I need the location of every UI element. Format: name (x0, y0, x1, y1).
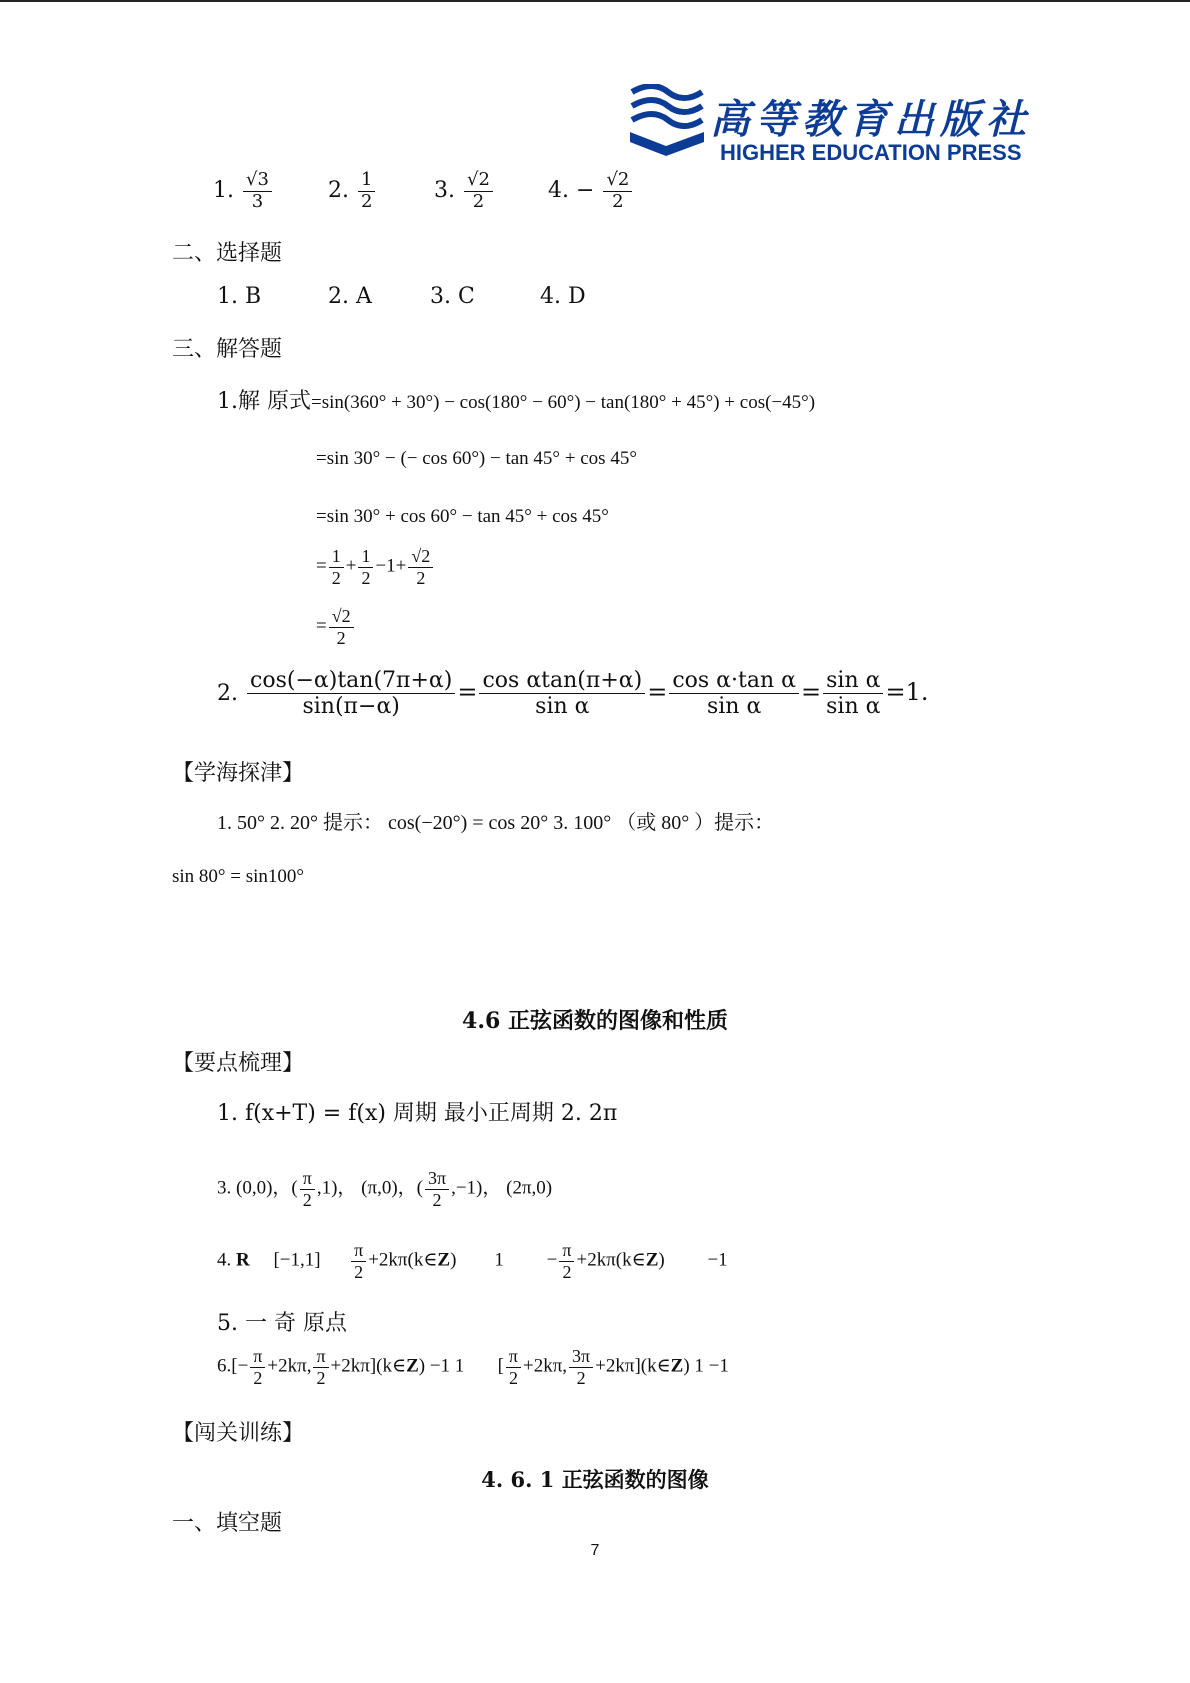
text: ) 1 −1 (683, 1355, 729, 1377)
text: ,−1 (451, 1177, 477, 1199)
numerator: cos(−α)tan(7π+α) (247, 668, 455, 694)
denominator: 2 (336, 627, 346, 648)
equals: = (457, 677, 478, 706)
publisher-logo-icon (628, 84, 706, 156)
equals: = (647, 677, 668, 706)
section-4-6-title: 4.6 正弦函数的图像和性质 (462, 1008, 728, 1034)
numerator: √2 (329, 606, 354, 628)
set-Z: Z (670, 1355, 684, 1377)
top-border (0, 0, 1190, 2)
text: 4. (217, 1249, 232, 1271)
text: ) (450, 1249, 457, 1271)
text: ,1 (316, 1177, 332, 1199)
numerator: 1 (358, 170, 375, 192)
keypoint-line-6 (217, 1346, 729, 1388)
fraction (425, 1168, 449, 1210)
keypoint-line-1: 1. f(x+T) = f(x) 周期 最小正周期 2. 2π (217, 1101, 618, 1126)
set-R: R (236, 1249, 250, 1271)
fraction (358, 170, 375, 212)
choice-answer-1: 1. B (217, 284, 262, 309)
q2-prefix: 2. (217, 680, 238, 706)
fraction (329, 606, 354, 648)
denominator: 2 (316, 1367, 326, 1388)
publisher-name-cn: 高等教育出版社 (710, 96, 1032, 143)
fraction (823, 668, 883, 720)
answer-number: 3. (434, 178, 455, 204)
text: +2kπ, (522, 1355, 568, 1377)
text: 3. (0,0)， (217, 1177, 292, 1199)
xuehai-line-1: 1. 50° 2. 20° 提示： cos(−20°) = cos 20° 3. 100° （或 80° ）提示： (217, 812, 775, 834)
set-Z: Z (406, 1355, 419, 1377)
publisher-name-en: HIGHER EDUCATION PRESS (720, 140, 1022, 165)
denominator: 2 (576, 1367, 586, 1388)
section-choice-title: 二、选择题 (172, 241, 283, 266)
fraction (669, 668, 799, 720)
chuangguan-title: 【闯关训练】 (172, 1421, 305, 1446)
denominator: 2 (508, 1367, 518, 1388)
fill-answer-2 (328, 170, 377, 212)
fill-answer-4 (548, 170, 634, 212)
denominator: sin α (826, 694, 881, 720)
denominator: sin α (706, 694, 762, 720)
keypoint-line-4 (217, 1240, 728, 1282)
xuehai-title: 【学海探津】 (172, 761, 305, 786)
choice-answer-3: 3. C (430, 284, 475, 309)
text: [ (497, 1355, 504, 1377)
fill-section-title: 一、填空题 (172, 1511, 283, 1536)
fraction (603, 170, 632, 212)
denominator: 2 (253, 1367, 263, 1388)
answer-number: 2. (328, 178, 349, 204)
fraction (479, 668, 645, 720)
text: 6.[− (217, 1355, 249, 1377)
numerator: π (559, 1240, 574, 1262)
text: +2kπ, (267, 1355, 312, 1377)
text: ) (658, 1249, 665, 1271)
numerator: π (313, 1346, 328, 1368)
numerator: 1 (358, 546, 373, 568)
text: [−1,1] (273, 1249, 321, 1271)
text: +2kπ(k∈ (576, 1249, 646, 1271)
denominator: sin α (535, 694, 590, 720)
numerator: √2 (603, 170, 632, 192)
text: +2kπ(k∈ (368, 1249, 438, 1271)
keypoint-line-5: 5. 一 奇 原点 (217, 1311, 347, 1336)
denominator: 2 (562, 1261, 572, 1282)
fraction (243, 170, 272, 212)
keypoint-line-3: 3. (0,0)，( $\frac{\pi}{2}$ ,1)， (π,0)，( $\frac{3\pi}{2}$ ,−1)， (2π,0) (217, 1168, 553, 1210)
q1-line-2: =sin 30° − (− cos 60°) − tan 45° + cos 45° (316, 448, 637, 469)
set-Z: Z (437, 1249, 451, 1271)
numerator: π (250, 1346, 265, 1368)
minus-sign: − (546, 1249, 558, 1271)
fraction (247, 668, 455, 720)
q1-line-3: =sin 30° + cos 60° − tan 45° + cos 45° (316, 506, 609, 527)
q2-result: =1. (885, 677, 929, 706)
text: +2kπ](k∈ (595, 1355, 671, 1377)
yaodian-title: 【要点梳理】 (172, 1051, 305, 1076)
denominator: 2 (612, 190, 624, 212)
text: −1 (707, 1249, 728, 1271)
fraction (464, 170, 493, 212)
numerator: cos α·tan α (669, 668, 799, 694)
numerator: √2 (408, 546, 433, 568)
fraction (569, 1346, 593, 1388)
text: ， (π,0)， (337, 1177, 417, 1199)
denominator: 3 (251, 190, 264, 212)
fraction (329, 546, 344, 588)
denominator: 2 (432, 1189, 442, 1210)
q1-prefix: 1.解 原式 (217, 389, 311, 414)
minus-one-plus: −1+ (375, 555, 407, 577)
q1-line-1 (217, 384, 815, 415)
fraction (506, 1346, 521, 1388)
numerator: π (506, 1346, 521, 1368)
fill-answers-row (213, 170, 274, 212)
fraction (313, 1346, 328, 1388)
page-number: 7 (590, 1542, 600, 1559)
equals: = (801, 677, 822, 706)
plus: + (345, 555, 357, 577)
equals: = (316, 555, 327, 577)
q2-line (217, 668, 929, 720)
denominator: sin(π−α) (302, 694, 400, 720)
fraction (300, 1168, 315, 1210)
fraction (351, 1240, 366, 1282)
denominator: 2 (354, 1261, 364, 1282)
q1-line-4 (316, 546, 435, 588)
numerator: sin α (823, 668, 883, 694)
answer-number: 1. (213, 178, 234, 204)
fill-answer-3 (434, 170, 495, 212)
equals: = (316, 615, 327, 637)
q1-line-5 (316, 606, 356, 648)
numerator: π (300, 1168, 315, 1190)
numerator: √2 (464, 170, 493, 192)
denominator: 2 (416, 567, 426, 588)
text: ， (2π,0) (482, 1177, 553, 1199)
xuehai-line-2: sin 80° = sin100° (172, 866, 305, 887)
denominator: 2 (331, 567, 341, 588)
numerator: π (351, 1240, 366, 1262)
text: +2kπ](k∈ (330, 1355, 407, 1377)
q1-expression: =sin(360° + 30°) − cos(180° − 60°) − tan(180° + 45°) + cos(−45°) (310, 392, 816, 413)
text: ) −1 1 (418, 1355, 465, 1377)
subsection-title: 4. 6. 1 正弦函数的图像 (481, 1467, 709, 1492)
numerator: cos αtan(π+α) (479, 668, 645, 694)
numerator: 3π (425, 1168, 449, 1190)
denominator: 2 (361, 190, 373, 212)
denominator: 2 (472, 190, 485, 212)
answer-number: 4. (548, 178, 569, 204)
fraction (358, 546, 373, 588)
minus-sign: − (576, 178, 595, 204)
fraction (250, 1346, 265, 1388)
denominator: 2 (302, 1189, 312, 1210)
numerator: 1 (329, 546, 344, 568)
fraction (408, 546, 433, 588)
text: 1 (494, 1249, 504, 1271)
numerator: √3 (243, 170, 272, 192)
denominator: 2 (361, 567, 371, 588)
numerator: 3π (569, 1346, 593, 1368)
section-solve-title: 三、解答题 (172, 337, 283, 362)
set-Z: Z (645, 1249, 659, 1271)
choice-answer-2: 2. A (328, 284, 372, 309)
fraction (559, 1240, 574, 1282)
choice-answer-4: 4. D (540, 284, 586, 309)
